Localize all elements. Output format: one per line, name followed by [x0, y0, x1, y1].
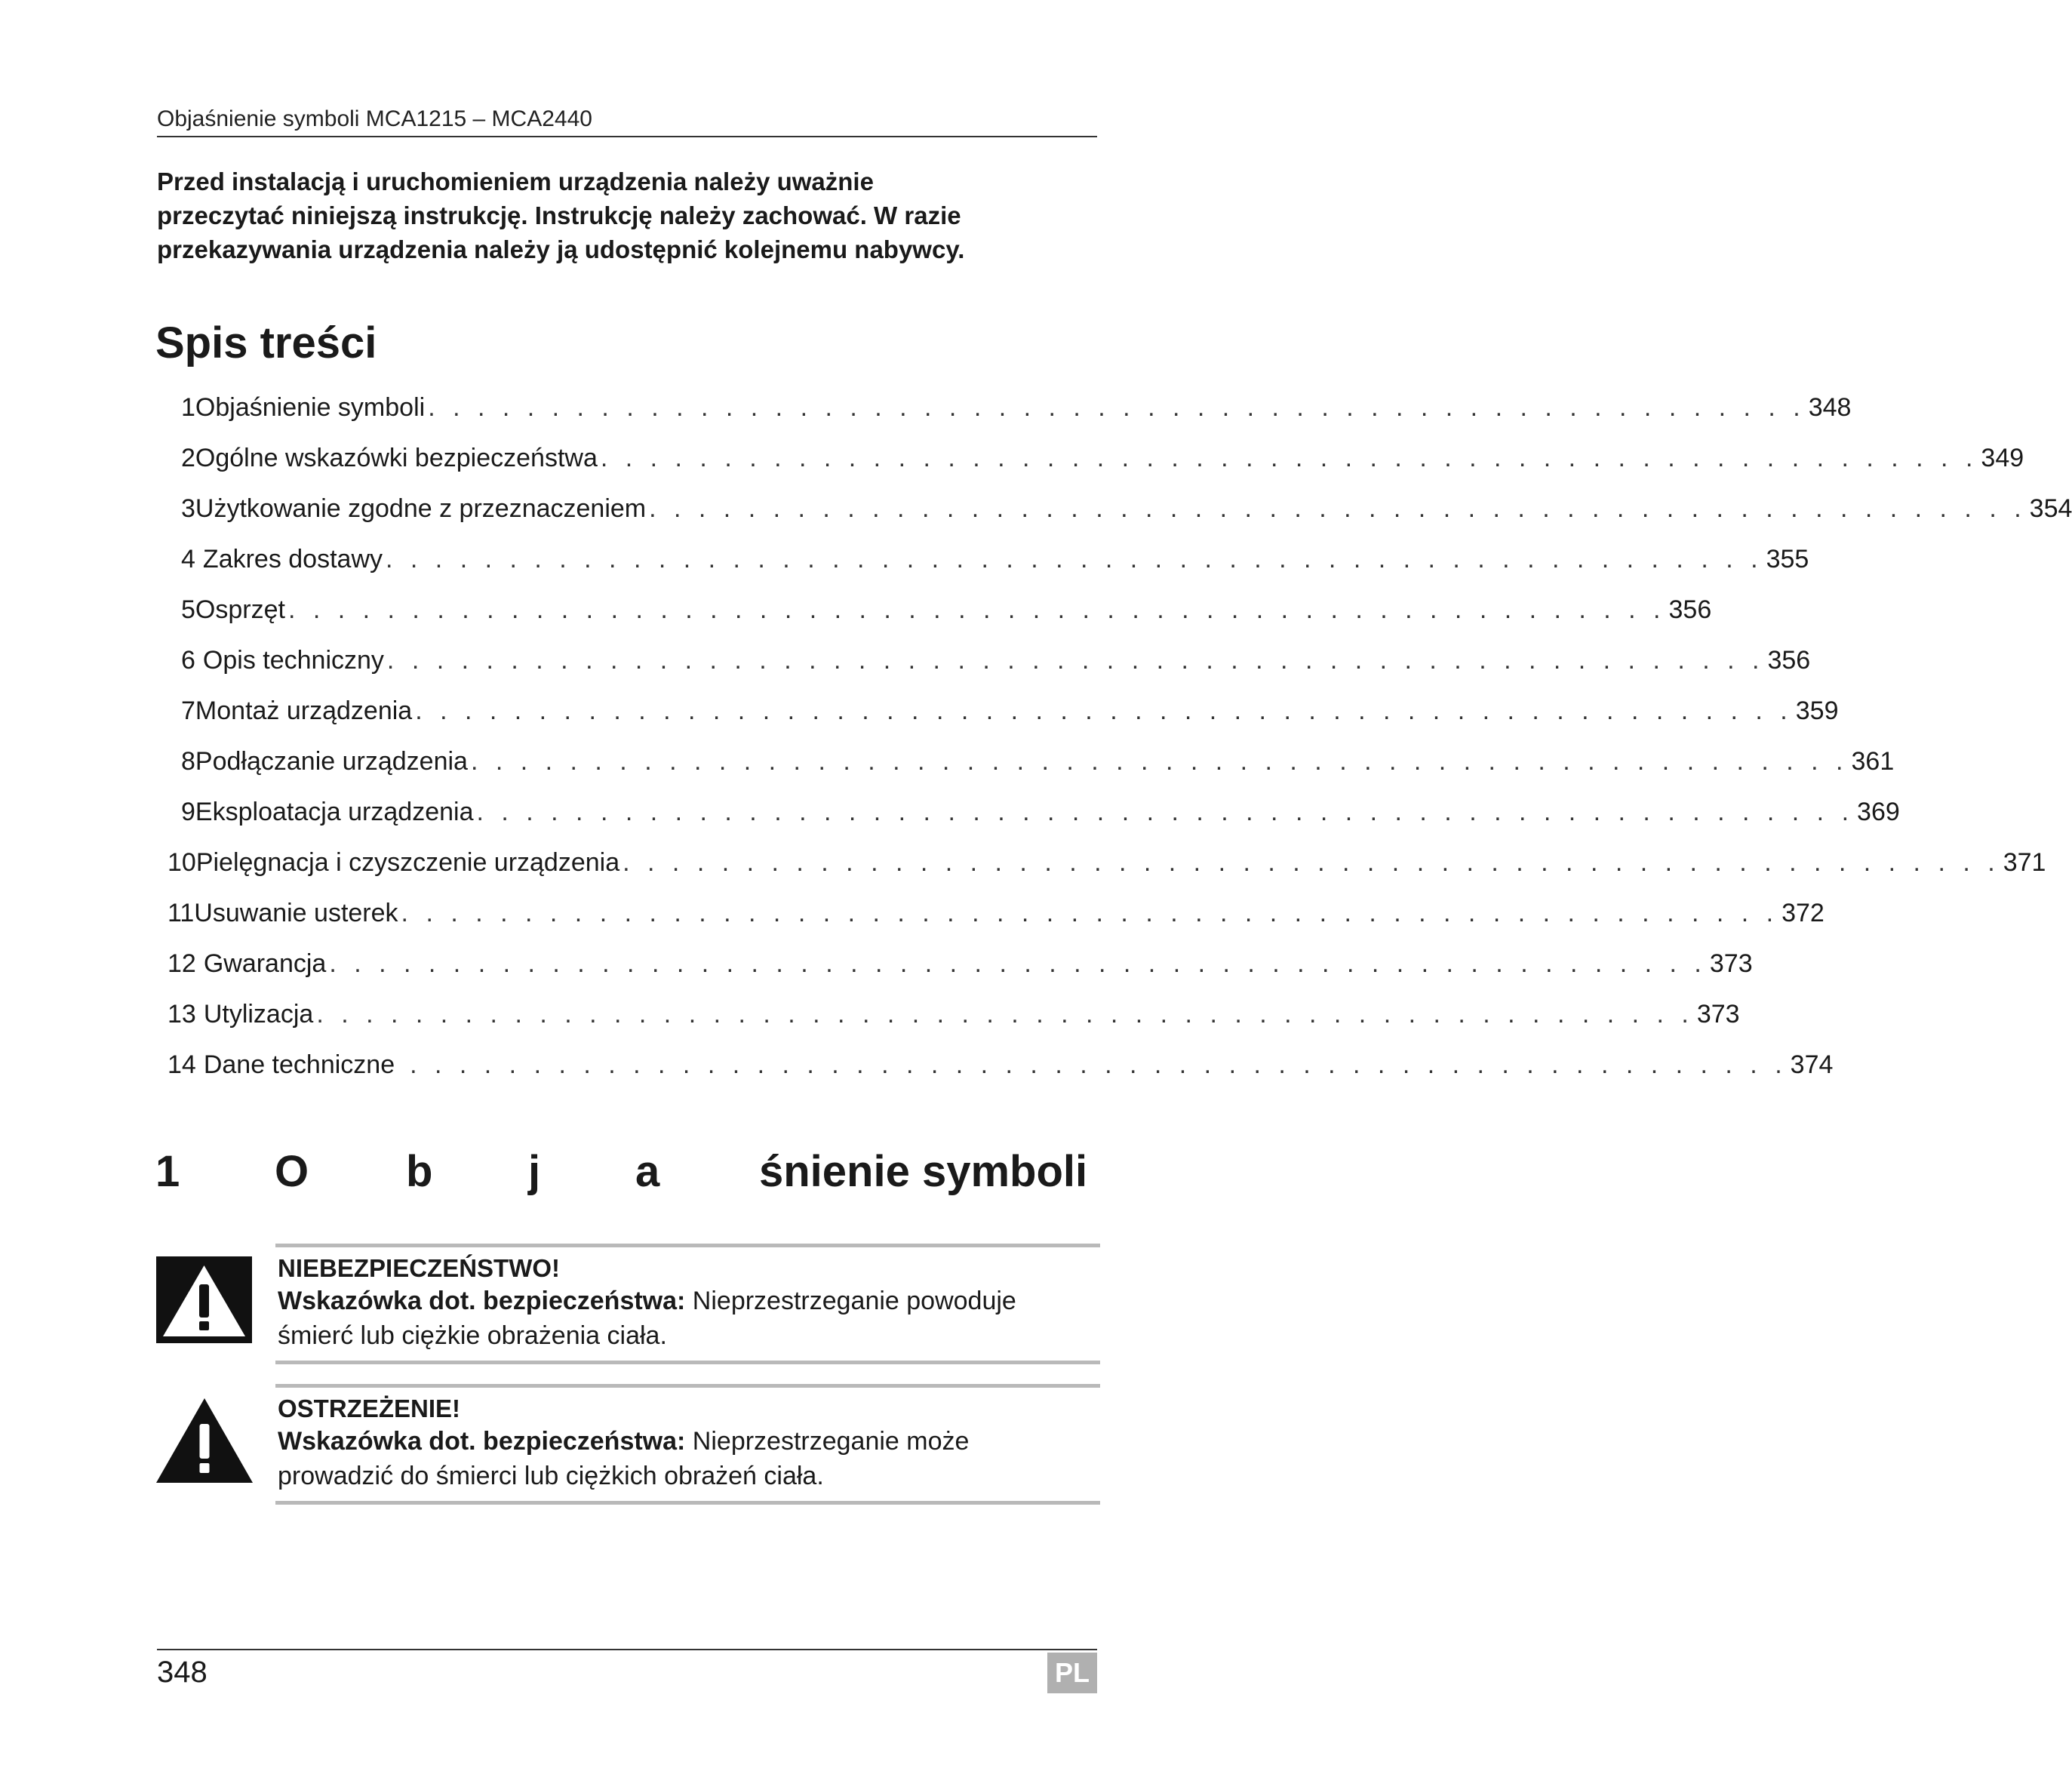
- toc-item-page: 373: [1709, 949, 1753, 978]
- toc-leader-dots: . . . . . . . . . . . . . . . . . . . . . . . . . . . . . . . . . . . . . . . . . . . . . . . . . . . . . . . .: [329, 949, 1707, 978]
- running-header: Objaśnienie symboli MCA1215 – MCA2440: [157, 104, 1097, 137]
- toc-item-number: 10: [168, 848, 196, 877]
- page-number: 348: [157, 1656, 208, 1689]
- heading-letter: b: [406, 1147, 433, 1196]
- toc-leader-dots: . . . . . . . . . . . . . . . . . . . . . . . . . . . . . . . . . . . . . . . . . . . . . . . . . . . . . . . .: [470, 747, 1849, 776]
- toc-item-7[interactable]: [181, 694, 1839, 727]
- toc-item-number: 13: [168, 1000, 196, 1029]
- toc-item-1[interactable]: [181, 391, 1852, 424]
- toc-item-number: 11: [168, 899, 195, 927]
- notice-lead: Wskazówka dot. bezpieczeństwa:: [278, 1427, 686, 1456]
- toc-item-page: 355: [1766, 545, 1809, 573]
- toc-leader-dots: . . . . . . . . . . . . . . . . . . . . . . . . . . . . . . . . . . . . . . . . . . . . . . . . . . . . . . . .: [600, 444, 1978, 472]
- toc-item-number: 3: [181, 494, 195, 523]
- notice-title: NIEBEZPIECZEŃSTWO!: [278, 1254, 561, 1282]
- toc-item-number: 9: [181, 798, 195, 826]
- notice-text: Nieprzestrzeganie może: [685, 1427, 970, 1456]
- toc-item-label: Usuwanie usterek: [194, 899, 398, 927]
- toc-item-5[interactable]: [181, 593, 1712, 626]
- toc-item-label: Utylizacja: [203, 1000, 314, 1029]
- toc-leader-dots: . . . . . . . . . . . . . . . . . . . . . . . . . . . . . . . . . . . . . . . . . . . . . . . . . . . . . . . .: [386, 545, 1763, 573]
- toc-leader-dots: . . . . . . . . . . . . . . . . . . . . . . . . . . . . . . . . . . . . . . . . . . . . . . . . . . . . . . . .: [428, 393, 1806, 422]
- toc-leader-dots: . . . . . . . . . . . . . . . . . . . . . . . . . . . . . . . . . . . . . . . . . . . . . . . . . . . . . . . .: [287, 595, 1666, 624]
- toc-item-page: 369: [1857, 798, 1900, 826]
- toc-item-11[interactable]: [168, 896, 1825, 930]
- toc-item-page: 371: [2003, 848, 2046, 877]
- notice-text: śmierć lub ciężkie obrażenia ciała.: [278, 1321, 667, 1350]
- danger-notice: [275, 1244, 1100, 1364]
- toc-item-label: Pielęgnacja i czyszczenie urządzenia: [195, 848, 620, 877]
- warning-notice: [275, 1384, 1100, 1505]
- toc-item-label: Zakres dostawy: [202, 545, 383, 573]
- notice-title: OSTRZEŻENIE!: [278, 1394, 461, 1422]
- toc-item-number: 14: [168, 1050, 196, 1079]
- toc-item-4[interactable]: [181, 543, 1809, 576]
- language-badge: PL: [1047, 1653, 1097, 1693]
- toc-leader-dots: . . . . . . . . . . . . . . . . . . . . . . . . . . . . . . . . . . . . . . . . . . . . . . . . . . . . . . . .: [623, 848, 2000, 877]
- notice-lead: Wskazówka dot. bezpieczeństwa:: [278, 1287, 686, 1315]
- toc-item-page: 374: [1790, 1050, 1834, 1079]
- toc-leader-dots: . . . . . . . . . . . . . . . . . . . . . . . . . . . . . . . . . . . . . . . . . . . . . . . . . . . . . . . .: [410, 1050, 1788, 1079]
- warning-triangle-icon: [156, 1398, 253, 1483]
- toc-item-page: 372: [1781, 899, 1825, 927]
- toc-item-label: Opis techniczny: [202, 646, 384, 675]
- toc-item-label: Użytkowanie zgodne z przeznaczeniem: [195, 494, 647, 523]
- toc-item-label: Osprzęt: [195, 595, 285, 624]
- toc-item-page: 356: [1767, 646, 1811, 675]
- toc-item-label: Dane techniczne: [203, 1050, 395, 1079]
- notice-body: [278, 1424, 1100, 1493]
- toc-item-page: 361: [1851, 747, 1895, 776]
- heading-letter: a: [635, 1147, 660, 1196]
- toc-leader-dots: . . . . . . . . . . . . . . . . . . . . . . . . . . . . . . . . . . . . . . . . . . . . . . . . . . . . . . . .: [386, 646, 1765, 675]
- toc-item-3[interactable]: [181, 492, 2072, 525]
- section-1-heading: [155, 1145, 1099, 1198]
- intro-warning-text: [157, 165, 1108, 266]
- toc-item-8[interactable]: [181, 745, 1895, 778]
- toc-item-10[interactable]: [168, 846, 2046, 879]
- heading-rest: śnienie symboli: [759, 1147, 1088, 1196]
- toc-item-13[interactable]: [168, 998, 1740, 1031]
- intro-line: przekazywania urządzenia należy ją udostępnić kolejnemu nabywcy.: [157, 235, 965, 263]
- toc-item-2[interactable]: [181, 441, 2024, 475]
- toc-title: Spis treści: [155, 318, 377, 367]
- danger-warning-triangle-icon: [156, 1256, 252, 1343]
- toc-item-12[interactable]: [168, 947, 1753, 980]
- toc-item-number: 2: [181, 444, 195, 472]
- toc-item-label: Eksploatacja urządzenia: [195, 798, 474, 826]
- toc-item-9[interactable]: [181, 795, 1900, 829]
- footer-divider: [157, 1649, 1097, 1650]
- toc-item-14[interactable]: [168, 1048, 1834, 1081]
- toc-item-page: 349: [1981, 444, 2024, 472]
- heading-letter: O: [275, 1147, 309, 1196]
- toc-item-page: 373: [1696, 1000, 1740, 1029]
- intro-line: przeczytać niniejszą instrukcję. Instrukcję należy zachować. W razie: [157, 201, 961, 229]
- toc-item-number: 6: [181, 646, 195, 675]
- toc-item-6[interactable]: [181, 644, 1811, 677]
- notice-body: [278, 1284, 1100, 1353]
- toc-item-label: Gwarancja: [203, 949, 327, 978]
- toc-item-page: 356: [1668, 595, 1712, 624]
- toc-item-number: 12: [168, 949, 196, 978]
- toc-item-label: Montaż urządzenia: [195, 696, 413, 725]
- toc-item-label: Ogólne wskazówki bezpieczeństwa: [195, 444, 598, 472]
- toc-item-page: 348: [1808, 393, 1852, 422]
- toc-leader-dots: . . . . . . . . . . . . . . . . . . . . . . . . . . . . . . . . . . . . . . . . . . . . . . . . . . . . . . . .: [476, 798, 1855, 826]
- toc-item-page: 354: [2029, 494, 2072, 523]
- toc-leader-dots: . . . . . . . . . . . . . . . . . . . . . . . . . . . . . . . . . . . . . . . . . . . . . . . . . . . . . . . .: [316, 1000, 1694, 1029]
- notice-text: Nieprzestrzeganie powoduje: [685, 1287, 1016, 1315]
- toc-item-number: 1: [181, 393, 195, 422]
- toc-item-label: Podłączanie urządzenia: [195, 747, 468, 776]
- section-number: 1: [155, 1147, 180, 1196]
- notice-text: prowadzić do śmierci lub ciężkich obrażeń ciała.: [278, 1462, 824, 1490]
- toc-item-page: 359: [1795, 696, 1839, 725]
- toc-item-number: 4: [181, 545, 195, 573]
- heading-letter: j: [528, 1147, 541, 1196]
- toc-item-number: 7: [181, 696, 195, 725]
- toc-item-number: 8: [181, 747, 195, 776]
- intro-line: Przed instalacją i uruchomieniem urządzenia należy uważnie: [157, 168, 874, 195]
- toc-leader-dots: . . . . . . . . . . . . . . . . . . . . . . . . . . . . . . . . . . . . . . . . . . . . . . . . . . . . . . . .: [649, 494, 2027, 523]
- toc-item-number: 5: [181, 595, 195, 624]
- toc-leader-dots: . . . . . . . . . . . . . . . . . . . . . . . . . . . . . . . . . . . . . . . . . . . . . . . . . . . . . . . .: [415, 696, 1793, 725]
- toc-leader-dots: . . . . . . . . . . . . . . . . . . . . . . . . . . . . . . . . . . . . . . . . . . . . . . . . . . . . . . . .: [401, 899, 1779, 927]
- toc-item-label: Objaśnienie symboli: [195, 393, 426, 422]
